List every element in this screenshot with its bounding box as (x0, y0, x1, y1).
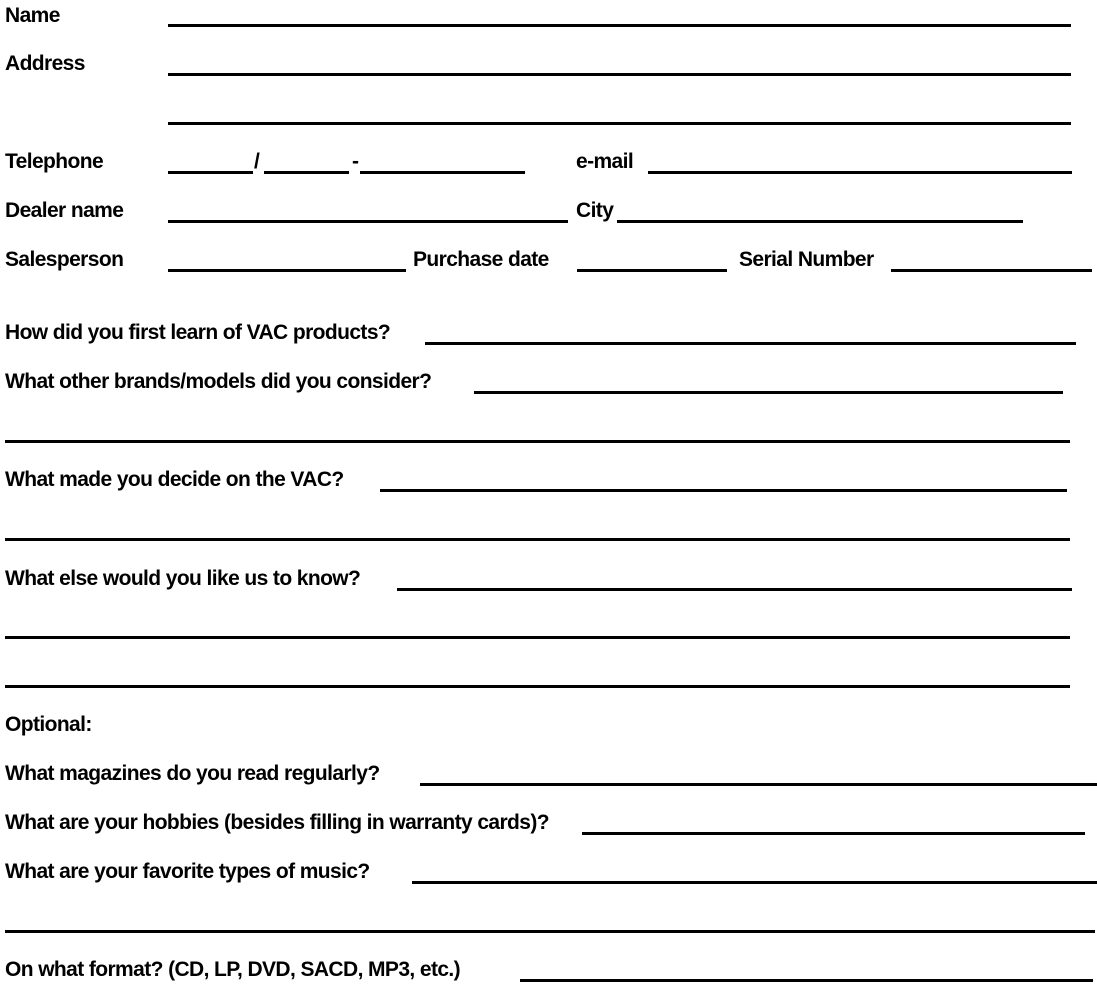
serial-number-field[interactable] (891, 269, 1092, 272)
address-label: Address (5, 52, 85, 75)
dealer-name-field[interactable] (168, 220, 568, 223)
telephone-prefix-field[interactable] (264, 171, 349, 174)
question-brands-label: What other brands/models did you consider? (5, 370, 432, 393)
music-label: What are your favorite types of music? (5, 860, 370, 883)
question-brands-field[interactable] (474, 391, 1063, 394)
city-field[interactable] (617, 220, 1023, 223)
question-decide-field[interactable] (380, 489, 1067, 492)
hobbies-label: What are your hobbies (besides filling in warranty cards)? (5, 811, 549, 834)
telephone-separator-slash: / (254, 150, 260, 173)
telephone-label: Telephone (5, 150, 104, 173)
question-else-field-line3[interactable] (5, 685, 1070, 688)
address-field-line1[interactable] (168, 73, 1071, 76)
magazines-label: What magazines do you read regularly? (5, 762, 380, 785)
question-learn-field[interactable] (425, 342, 1076, 345)
question-else-field-line2[interactable] (5, 636, 1070, 639)
magazines-field[interactable] (420, 783, 1097, 786)
music-field-line2[interactable] (5, 930, 1095, 933)
question-brands-field-line2[interactable] (5, 440, 1070, 443)
name-field[interactable] (168, 24, 1071, 27)
email-field[interactable] (648, 171, 1072, 174)
question-decide-field-line2[interactable] (5, 538, 1070, 541)
format-field[interactable] (520, 979, 1093, 982)
question-else-label: What else would you like us to know? (5, 567, 361, 590)
salesperson-label: Salesperson (5, 248, 124, 271)
telephone-area-code-field[interactable] (168, 171, 253, 174)
hobbies-field[interactable] (582, 832, 1085, 835)
salesperson-field[interactable] (168, 269, 406, 272)
telephone-separator-dash: - (352, 150, 359, 173)
telephone-number-field[interactable] (360, 171, 525, 174)
purchase-date-label: Purchase date (413, 248, 549, 271)
name-label: Name (5, 4, 60, 27)
optional-heading: Optional: (5, 713, 92, 736)
dealer-name-label: Dealer name (5, 199, 124, 222)
serial-number-label: Serial Number (739, 248, 874, 271)
music-field[interactable] (412, 881, 1097, 884)
city-label: City (576, 199, 614, 222)
address-field-line2[interactable] (168, 122, 1071, 125)
format-label: On what format? (CD, LP, DVD, SACD, MP3, etc.) (5, 958, 461, 981)
question-learn-label: How did you first learn of VAC products? (5, 321, 391, 344)
email-label: e-mail (576, 150, 634, 173)
question-decide-label: What made you decide on the VAC? (5, 468, 344, 491)
purchase-date-field[interactable] (577, 269, 727, 272)
question-else-field[interactable] (397, 588, 1072, 591)
